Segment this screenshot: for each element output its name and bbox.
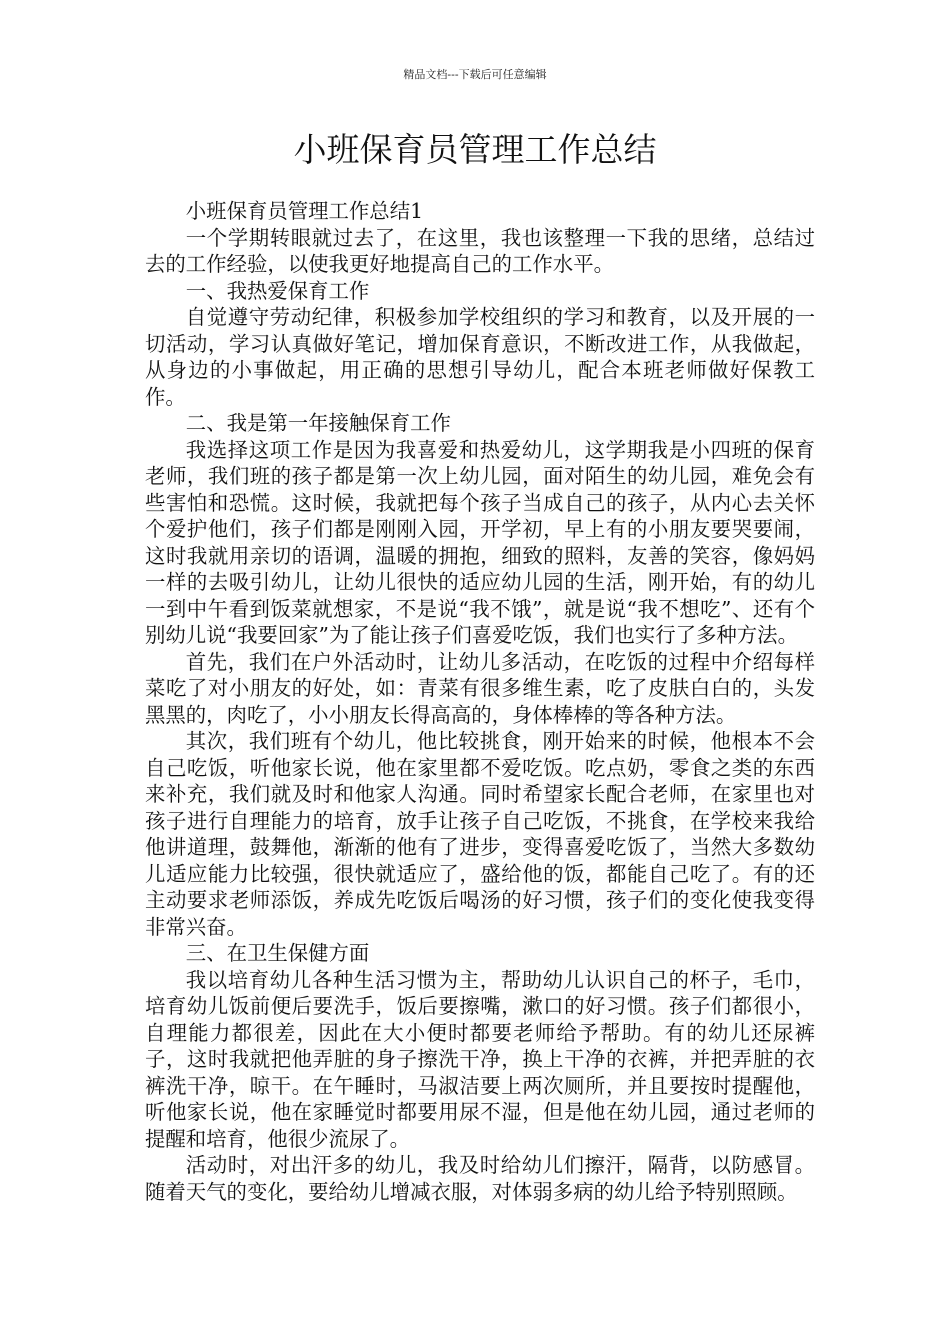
section-heading-2: 二、我是第一年接触保育工作 [185,411,451,435]
paragraph: 自觉遵守劳动纪律，积极参加学校组织的学习和教育，以及开展的一切活动，学习认真做好笔记，增加保育意识，不断改进工作，从我做起，从身边的小事做起，用正确的思想引导幼儿，配合本班老师做好保教工作。 [145,305,815,409]
paragraph-intro: 一个学期转眼就过去了，在这里，我也该整理一下我的思绪，总结过去的工作经验，以使我更好地提高自己的工作水平。 [145,225,815,276]
section-subtitle: 小班保育员管理工作总结1 [185,199,424,223]
paragraph: 我选择这项工作是因为我喜爱和热爱幼儿，这学期我是小四班的保育老师，我们班的孩子都是第一次上幼儿园，面对陌生的幼儿园，难免会有些害怕和恐慌。这时候，我就把每个孩子当成自己的孩子，从内心去关怀个爱护他们，孩子们都是刚刚入园，开学初，早上有的小朋友要哭要闹，这时我就用亲切的语调，温暖的拥抱，细致的照料，友善的笑容，像妈妈一样的去吸引幼儿，让幼儿很快的适应幼儿园的生活，刚开始，有的幼儿一到中午看到饭菜就想家，不是说“我不饿”，就是说“我不想吃”、还有个别幼儿说“我要回家”为了能让孩子们喜爱吃饭，我们也实行了多种方法。 [145,437,815,647]
paragraph: 活动时，对出汗多的幼儿，我及时给幼儿们擦汗，隔背，以防感冒。随着天气的变化，要给幼儿增减衣服，对体弱多病的幼儿给予特别照顾。 [145,1153,815,1204]
paragraph: 我以培育幼儿各种生活习惯为主，帮助幼儿认识自己的杯子，毛巾，培育幼儿饭前便后要洗手，饭后要擦嘴，漱口的好习惯。孩子们都很小，自理能力都很差，因此在大小便时都要老师给予帮助。有的幼儿还尿裤子，这时我就把他弄脏的身子擦洗干净，换上干净的衣裤，并把弄脏的衣裤洗干净，晾干。在午睡时，马淑洁要上两次厕所，并且要按时提醒他，听他家长说，他在家睡觉时都要用尿不湿，但是他在幼儿园，通过老师的提醒和培育，他很少流尿了。 [145,967,815,1151]
paragraph: 首先，我们在户外活动时，让幼儿多活动，在吃饭的过程中介绍每样菜吃了对小朋友的好处，如：青菜有很多维生素，吃了皮肤白白的，头发黑黑的，肉吃了，小小朋友长得高高的，身体棒棒的等各种方法。 [145,649,815,727]
document-body [145,198,815,1205]
section-heading-3: 三、在卫生保健方面 [185,941,370,965]
section-heading-1: 一、我热爱保育工作 [185,278,370,303]
paragraph: 其次，我们班有个幼儿，他比较挑食，刚开始来的时候，他根本不会自己吃饭，听他家长说，他在家里都不爱吃饭。吃点奶，零食之类的东西来补充，我们就及时和他家人沟通。同时希望家长配合老师，在家里也对孩子进行自理能力的培育，放手让孩子自己吃饭，不挑食，在学校来我给他讲道理，鼓舞他，渐渐的他有了进步，变得喜爱吃饭了，当然大多数幼儿适应能力比较强，很快就适应了，盛给他的饭，都能自己吃了。有的还主动要求老师添饭，养成先吃饭后喝汤的好习惯，孩子们的变化使我变得非常兴奋。 [145,729,815,939]
document-title: 小班保育员管理工作总结 [293,130,657,169]
page-header-note: 精品文档---下载后可任意编辑 [403,68,547,81]
